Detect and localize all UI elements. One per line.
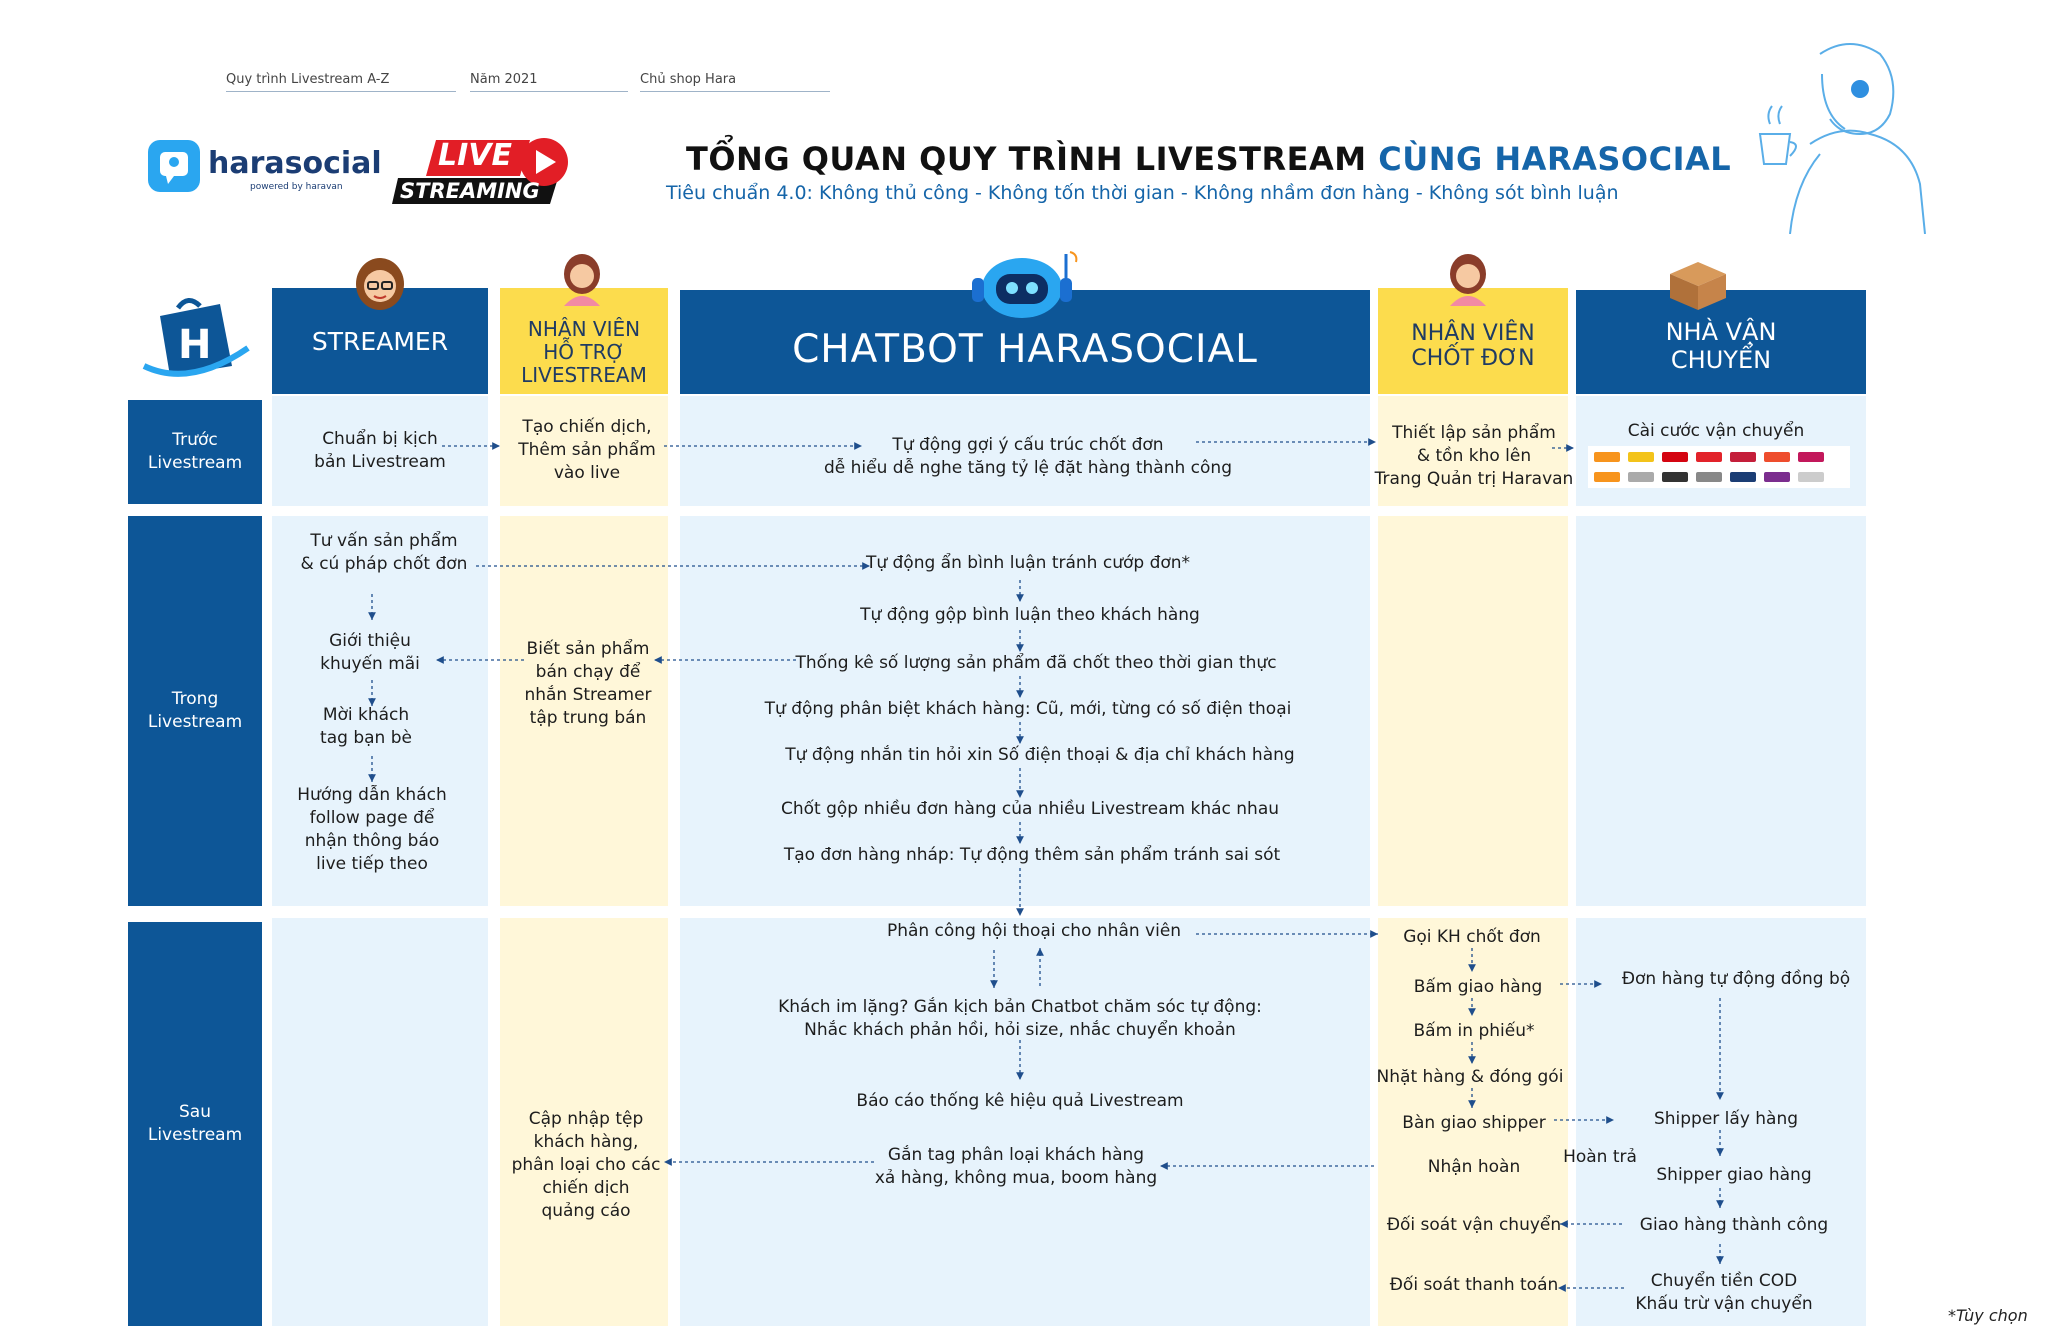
before-support-task: Tạo chiến dịch, Thêm sản phẩm vào live bbox=[518, 417, 656, 484]
after-chatbot-step: Khách im lặng? Gắn kịch bản Chatbot chăm sóc tự động: Nhắc khách phản hồi, hỏi size, nhắc chuyển khoản bbox=[778, 997, 1262, 1041]
after-shipper-step: Giao hàng thành công bbox=[1639, 1215, 1829, 1235]
before-streamer-task: Chuẩn bị kịch bản Livestream bbox=[314, 429, 446, 473]
carrier-logo bbox=[1628, 452, 1654, 462]
powered-by: powered by haravan bbox=[250, 182, 343, 192]
after-closer-step: Bàn giao shipper bbox=[1402, 1113, 1546, 1133]
during-chatbot-step: Tự động gộp bình luận theo khách hàng bbox=[860, 605, 1200, 625]
after-chatbot-step: Gắn tag phân loại khách hàng xả hàng, không mua, boom hàng bbox=[874, 1145, 1158, 1189]
after-shipper-step: Shipper lấy hàng bbox=[1653, 1109, 1799, 1129]
carrier-logo bbox=[1696, 472, 1722, 482]
column-header-closer: NHÂN VIÊN CHỐT ĐƠN bbox=[1378, 288, 1568, 394]
meta-process: Quy trình Livestream A-Z bbox=[226, 72, 456, 92]
harasocial-wordmark: harasocial bbox=[208, 146, 382, 181]
after-closer-step: Bấm giao hàng bbox=[1413, 977, 1543, 997]
after-closer-step: Đối soát thanh toán bbox=[1389, 1275, 1559, 1295]
after-support-task: Cập nhập tệp khách hàng, phân loại cho các chiến dịch quảng cáo bbox=[511, 1109, 661, 1222]
title-main: TỔNG QUAN QUY TRÌNH LIVESTREAM bbox=[686, 140, 1379, 178]
carrier-logo bbox=[1798, 452, 1824, 462]
after-closer-step: Nhặt hàng & đóng gói bbox=[1376, 1067, 1564, 1087]
title-accent: CÙNG HARASOCIAL bbox=[1378, 140, 1732, 178]
during-chatbot-step: Tự động ẩn bình luận tránh cướp đơn* bbox=[865, 553, 1191, 573]
during-streamer-step: Giới thiệu khuyến mãi bbox=[320, 631, 420, 675]
carrier-logo bbox=[1696, 452, 1722, 462]
carrier-logo bbox=[1628, 472, 1654, 482]
page-subtitle: Tiêu chuẩn 4.0: Không thủ công - Không tốn thời gian - Không nhầm đơn hàng - Không sót bình luận bbox=[666, 182, 1619, 204]
during-chatbot-step: Chốt gộp nhiều đơn hàng của nhiều Livestream khác nhau bbox=[780, 799, 1280, 819]
during-streamer-step: Mời khách tag bạn bè bbox=[320, 705, 412, 749]
carrier-logo bbox=[1594, 472, 1620, 482]
column-header-support: NHÂN VIÊN HỖ TRỢ LIVESTREAM bbox=[500, 288, 668, 394]
during-chatbot-step: Tạo đơn hàng nháp: Tự động thêm sản phẩm tránh sai sót bbox=[783, 845, 1281, 865]
carrier-logo bbox=[1730, 472, 1756, 482]
after-shipper-step: Đơn hàng tự động đồng bộ bbox=[1621, 969, 1851, 989]
phase-after: Sau Livestream bbox=[128, 922, 262, 1326]
column-header-chatbot: CHATBOT HARASOCIAL bbox=[680, 290, 1370, 394]
carrier-logo bbox=[1798, 472, 1824, 482]
before-chatbot-task: Tự động gợi ý cấu trúc chốt đơn dễ hiểu dễ nghe tăng tỷ lệ đặt hàng thành công bbox=[824, 435, 1232, 479]
carrier-logo bbox=[1730, 452, 1756, 462]
meta-year: Năm 2021 bbox=[470, 72, 628, 92]
column-header-shipper: NHÀ VẬN CHUYỂN bbox=[1576, 290, 1866, 394]
before-shipper-task: Cài cước vận chuyển bbox=[1627, 421, 1805, 441]
before-closer-task: Thiết lập sản phẩm & tồn kho lên Trang Quản trị Haravan bbox=[1374, 423, 1574, 490]
after-shipper-step: Shipper giao hàng bbox=[1656, 1165, 1812, 1185]
during-chatbot-step: Tự động phân biệt khách hàng: Cũ, mới, từng có số điện thoại bbox=[764, 699, 1292, 719]
after-closer-step: Đối soát vận chuyển bbox=[1386, 1215, 1562, 1235]
after-chatbot-step: Báo cáo thống kê hiệu quả Livestream bbox=[856, 1091, 1184, 1111]
carrier-logo bbox=[1662, 452, 1688, 462]
after-closer-step: Gọi KH chốt đơn bbox=[1403, 927, 1541, 947]
during-streamer-step: Tư vấn sản phẩm & cú pháp chốt đơn bbox=[300, 531, 468, 575]
carrier-logos bbox=[1588, 446, 1850, 488]
after-shipper-step: Chuyển tiền COD Khấu trừ vận chuyển bbox=[1635, 1271, 1813, 1315]
streaming-label: STREAMING bbox=[400, 179, 540, 203]
live-label: LIVE bbox=[438, 138, 512, 173]
meta-owner: Chủ shop Hara bbox=[640, 72, 830, 92]
carrier-logo bbox=[1662, 472, 1688, 482]
column-header-streamer: STREAMER bbox=[272, 288, 488, 394]
return-label: Hoàn trả bbox=[1563, 1147, 1637, 1167]
after-closer-step: Bấm in phiếu* bbox=[1413, 1021, 1535, 1041]
during-support-task: Biết sản phẩm bán chạy để nhắn Streamer tập trung bán bbox=[524, 639, 652, 729]
carrier-logo bbox=[1764, 472, 1790, 482]
after-closer-step: Nhận hoàn bbox=[1427, 1157, 1521, 1177]
footnote: *Tùy chọn bbox=[1948, 1306, 2028, 1325]
svg-text:H: H bbox=[178, 322, 212, 368]
during-chatbot-step: Tự động nhắn tin hỏi xin Số điện thoại & địa chỉ khách hàng bbox=[785, 745, 1295, 765]
phase-during: Trong Livestream bbox=[128, 516, 262, 906]
carrier-logo bbox=[1594, 452, 1620, 462]
phase-before: Trước Livestream bbox=[128, 400, 262, 504]
carrier-logo bbox=[1764, 452, 1790, 462]
during-chatbot-step: Thống kê số lượng sản phẩm đã chốt theo thời gian thực bbox=[795, 653, 1277, 673]
after-chatbot-step: Phân công hội thoại cho nhân viên bbox=[886, 921, 1182, 941]
during-streamer-step: Hướng dẫn khách follow page để nhận thông báo live tiếp theo bbox=[297, 785, 447, 875]
